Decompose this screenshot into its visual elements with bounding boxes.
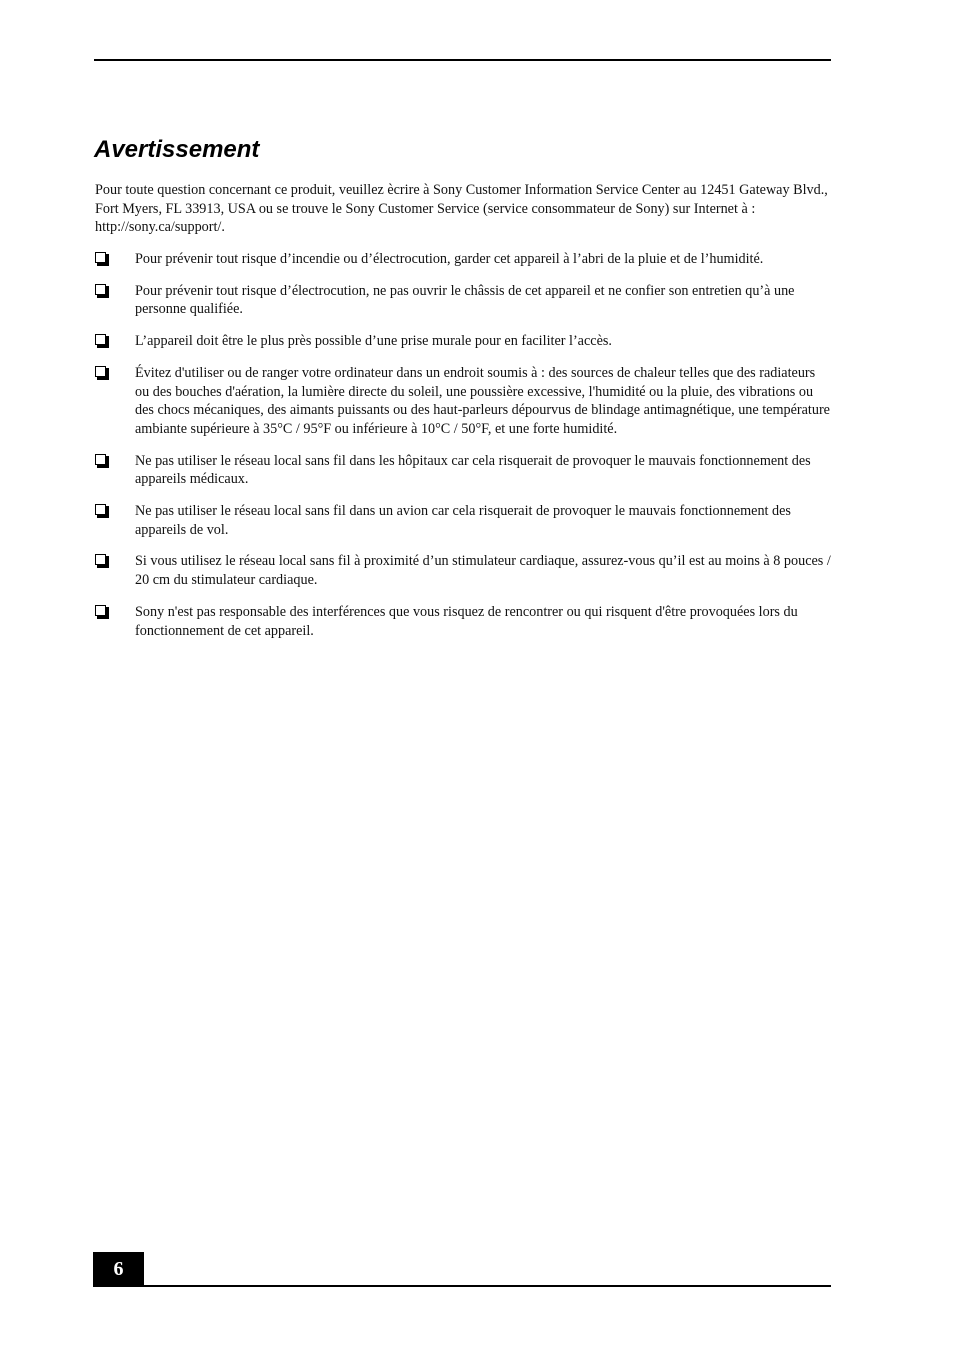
list-item-text: Sony n'est pas responsable des interférences que vous risquez de rencontrer ou qui risquent d'être provoquées lors du fonctionnement de cet appareil. [135,603,798,639]
list-item-text: Évitez d'utiliser ou de ranger votre ordinateur dans un endroit soumis à : des sources de chaleur telles que des radiateurs ou des bouches d'aération, la lumière directe du soleil, une poussière excessive, l'humidité ou la pluie, des vibrations ou des chocs mécaniques, des aimants puissants ou des haut-parleurs dépourvus de blindage antimagnétique, une température ambiante supérieure à 35°C / 95°F ou inférieure à 10°C / 50°F, et une forte humidité. [135,364,830,437]
list-item-text: Ne pas utiliser le réseau local sans fil dans un avion car cela risquerait de provoquer le mauvais fonctionnement des appareils de vol. [135,503,791,538]
page-title: Avertissement [94,136,260,163]
header-rule [94,59,831,61]
list-item-text: L’appareil doit être le plus près possible d’une prise murale pour en faciliter l’accès. [135,333,612,350]
list-item-text: Si vous utilisez le réseau local sans fil à proximité d’un stimulateur cardiaque, assurez-vous qu’il est au moins à 8 pouces / 20 cm du stimulateur cardiaque. [135,553,831,589]
list-item [95,603,831,640]
list-item-text: Ne pas utiliser le réseau local sans fil dans les hôpitaux car cela risquerait de provoquer le mauvais fonctionnement des appareils médicaux. [135,452,811,488]
checkbox-icon [95,504,109,518]
list-item [95,332,831,351]
list-item [95,250,831,269]
warning-list [95,250,831,653]
list-item [95,364,831,439]
list-item [95,282,831,319]
checkbox-icon [95,554,109,568]
list-item [95,452,831,489]
footer-rule [94,1285,831,1287]
checkbox-icon [95,252,109,266]
checkbox-icon [95,605,109,619]
list-item [95,552,831,589]
intro-paragraph: Pour toute question concernant ce produit, veuillez ècrire à Sony Customer Information Service Center au 12451 Gateway Blvd., Fort Myers, FL 33913, USA ou se trouve le Sony Customer Service (service consommateur de Sony) sur Internet à : http://sony.ca/support/. [95,182,828,235]
list-item-text: Pour prévenir tout risque d’incendie ou d’électrocution, garder cet appareil à l’abri de la pluie et de l’humidité. [135,251,764,267]
checkbox-icon [95,334,109,348]
checkbox-icon [95,284,109,298]
list-item-text: Pour prévenir tout risque d’électrocution, ne pas ouvrir le châssis de cet appareil et ne confier son entretien qu’à une personne qualifiée. [135,282,795,318]
list-item [95,502,831,539]
checkbox-icon [95,454,109,468]
page-number: 6 [93,1252,144,1287]
checkbox-icon [95,366,109,380]
